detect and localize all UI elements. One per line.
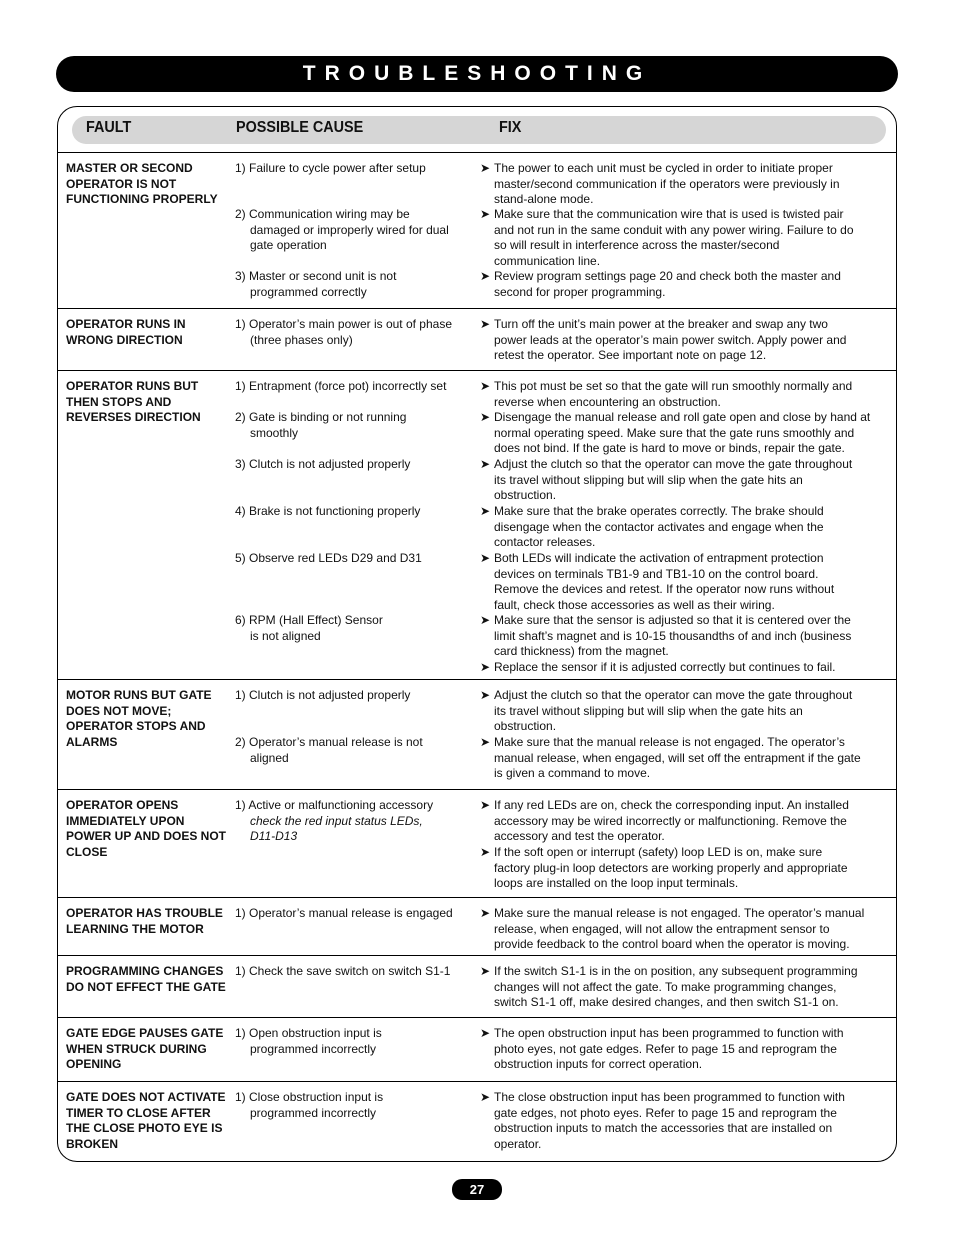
cause-line: (three phases only) (250, 332, 353, 347)
fault-cell (66, 906, 226, 937)
possible-cause (235, 613, 383, 644)
fix-line: switch S1-1 off, make desired changes, and then switch S1-1 on. (494, 995, 839, 1009)
arrow-bullet-icon: ➤ (480, 845, 491, 859)
possible-cause (235, 207, 449, 254)
fault-line: LEARNING THE MOTOR (66, 921, 204, 936)
fault-line: WRONG DIRECTION (66, 332, 183, 347)
possible-cause (235, 735, 423, 766)
fault-cell (66, 964, 226, 995)
fault-line: DO NOT EFFECT THE GATE (66, 979, 226, 994)
possible-cause (235, 379, 446, 395)
arrow-bullet-icon: ➤ (480, 207, 491, 221)
fix-line: limit shaft’s magnet and is 10-15 thousandths of and inch (business (494, 628, 852, 643)
table-row (58, 1017, 896, 1081)
header-fault: FAULT (86, 119, 132, 136)
possible-cause (235, 906, 453, 922)
cause-line: 1) Entrapment (force pot) incorrectly set (235, 379, 447, 393)
cause-line: 1) Clutch is not adjusted properly (235, 688, 411, 702)
cause-line: gate operation (250, 238, 327, 252)
fix-line: disengage when the contactor activates and engage when the (494, 519, 824, 534)
fix-line: Remove the devices and retest. If the operator now runs without (494, 582, 835, 596)
fix-line: Adjust the clutch so that the operator can move the gate throughout (494, 688, 853, 702)
fix-line: The power to each unit must be cycled in order to initiate proper (494, 161, 833, 175)
fix-item (480, 1026, 844, 1073)
fix-item (480, 964, 858, 1011)
fault-line: IMMEDIATELY UPON (66, 813, 185, 828)
fix-line: and not run in the same conduit with any power wiring. Failure to do (494, 222, 854, 237)
arrow-bullet-icon: ➤ (480, 964, 491, 978)
fix-line: obstruction. (494, 719, 557, 733)
fix-line: normal operating speed. Make sure that the gate runs smoothly and (494, 425, 855, 440)
fix-line: so will result in interference across the master/second (494, 238, 780, 252)
fix-line: communication line. (494, 253, 601, 268)
page-number (452, 1179, 502, 1200)
fault-line: OPERATOR RUNS BUT (66, 379, 199, 393)
fix-line: its travel without slipping but will slip when the gate hits an (494, 472, 803, 487)
fix-line: Disengage the manual release and roll gate open and close by hand at (494, 410, 871, 424)
cause-line: damaged or improperly wired for dual (250, 222, 449, 237)
fix-line: second for proper programming. (494, 284, 666, 299)
fix-line: This pot must be set so that the gate will run smoothly normally and (494, 379, 853, 393)
troubleshooting-table (57, 106, 897, 1162)
possible-cause (235, 457, 410, 473)
fix-line: devices on terminals TB1-9 and TB1-10 on the control board. (494, 566, 819, 581)
fix-line: Make sure that the communication wire that is used is twisted pair (494, 207, 844, 221)
fault-line: DOES NOT MOVE; (66, 703, 172, 718)
possible-cause (235, 688, 410, 704)
arrow-bullet-icon: ➤ (480, 504, 491, 518)
arrow-bullet-icon: ➤ (480, 798, 491, 812)
table-row (58, 955, 896, 1017)
fix-line: The close obstruction input has been programmed to function with (494, 1090, 845, 1104)
fix-line: power leads at the operator’s main power switch. Apply power and (494, 332, 847, 347)
fix-line: reverse when encountering an obstruction. (494, 394, 721, 409)
arrow-bullet-icon: ➤ (480, 1090, 491, 1104)
fault-line: GATE EDGE PAUSES GATE (66, 1026, 224, 1040)
possible-cause (235, 410, 406, 441)
fix-item (480, 457, 852, 504)
header-fix: FIX (499, 119, 522, 136)
fix-item (480, 660, 836, 676)
fix-item (480, 410, 870, 457)
cause-line: 1) Active or malfunctioning accessory (235, 798, 434, 812)
fault-line: OPERATOR IS NOT (66, 176, 177, 191)
fault-line: PROGRAMMING CHANGES (66, 964, 224, 978)
header-possible-cause: POSSIBLE CAUSE (236, 119, 364, 136)
page-number-text: 27 (469, 1182, 485, 1197)
possible-cause (235, 1026, 382, 1057)
fix-line: Review program settings page 20 and check both the master and (494, 269, 841, 283)
possible-cause (235, 964, 450, 980)
fix-item (480, 798, 849, 845)
fix-line: loops are installed on the loop input terminals. (494, 876, 739, 890)
fix-line: photo eyes, not gate edges. Refer to page 15 and reprogram the (494, 1041, 837, 1056)
table-row (58, 1081, 896, 1162)
table-row (58, 789, 896, 897)
possible-cause (235, 798, 433, 845)
fault-line: REVERSES DIRECTION (66, 410, 201, 424)
cause-line: is not aligned (250, 628, 321, 643)
arrow-bullet-icon: ➤ (480, 906, 491, 920)
fix-line: If the switch S1-1 is in the on position, any subsequent programming (494, 964, 858, 978)
fix-line: If the soft open or interrupt (safety) loop LED is on, make sure (494, 845, 823, 859)
fault-cell (66, 688, 226, 750)
cause-line: 5) Observe red LEDs D29 and D31 (235, 551, 422, 565)
fix-line: The open obstruction input has been programmed to function with (494, 1026, 844, 1040)
fix-item (480, 551, 834, 613)
header-bar (72, 116, 886, 144)
cause-line: programmed correctly (250, 284, 367, 299)
arrow-bullet-icon: ➤ (480, 660, 491, 674)
cause-line: 1) Operator’s main power is out of phase (235, 317, 453, 331)
fix-line: provide feedback to the control board when the operator is moving. (494, 937, 850, 951)
cause-line: 2) Communication wiring may be (235, 207, 410, 221)
fault-line: CLOSE (66, 844, 108, 859)
cause-line: programmed incorrectly (250, 1041, 377, 1056)
fix-item (480, 845, 848, 892)
fix-line: gate edges, not photo eyes. Refer to page 15 and reprogram the (494, 1105, 837, 1120)
fix-line: fault, check those accessories as well as their wiring. (494, 597, 775, 612)
cause-line: 2) Gate is binding or not running (235, 410, 407, 424)
arrow-bullet-icon: ➤ (480, 688, 491, 702)
possible-cause (235, 1090, 383, 1121)
fix-line: retest the operator. See important note on page 12. (494, 348, 767, 362)
possible-cause (235, 317, 452, 348)
fix-item (480, 504, 824, 551)
fix-line: Make sure the manual release is not engaged. The operator’s manual (494, 906, 865, 920)
fix-line: Make sure that the brake operates correctly. The brake should (494, 504, 824, 518)
fault-cell (66, 161, 226, 208)
arrow-bullet-icon: ➤ (480, 379, 491, 393)
arrow-bullet-icon: ➤ (480, 551, 491, 565)
fix-line: is given a command to move. (494, 766, 651, 780)
fix-line: its travel without slipping but will slip when the gate hits an (494, 703, 803, 718)
fix-line: master/second communication if the operators were previously in (494, 176, 840, 191)
fault-line: THE CLOSE PHOTO EYE IS (66, 1121, 223, 1135)
cause-line: 1) Check the save switch on switch S1-1 (235, 964, 451, 978)
fix-line: obstruction inputs to match the accessories that are installed on (494, 1121, 833, 1135)
fault-line: OPERATOR RUNS IN (66, 317, 186, 331)
possible-cause (235, 161, 426, 177)
fix-line: accessory and test the operator. (494, 829, 665, 843)
fault-line: TIMER TO CLOSE AFTER (66, 1105, 211, 1120)
arrow-bullet-icon: ➤ (480, 735, 491, 749)
cause-line: 1) Operator’s manual release is engaged (235, 906, 453, 920)
fix-line: card thickness) from the magnet. (494, 644, 669, 658)
fix-item (480, 688, 852, 735)
fault-line: OPERATOR HAS TROUBLE (66, 906, 223, 920)
fault-line: FUNCTIONING PROPERLY (66, 192, 218, 206)
fix-line: manual release, when engaged, will set off the entrapment if the gate (494, 750, 861, 765)
fault-cell (66, 1026, 226, 1073)
cause-line: 1) Failure to cycle power after setup (235, 161, 426, 175)
fault-line: OPERATOR OPENS (66, 798, 179, 812)
fix-item (480, 207, 854, 269)
fault-cell (66, 317, 226, 348)
fault-line: WHEN STRUCK DURING (66, 1041, 207, 1056)
cause-line: 3) Master or second unit is not (235, 269, 397, 283)
fix-line: If any red LEDs are on, check the corresponding input. An installed (494, 798, 849, 812)
fix-line: stand-alone mode. (494, 192, 594, 206)
fix-item (480, 906, 864, 953)
cause-line: aligned (250, 750, 289, 765)
cause-line: 3) Clutch is not adjusted properly (235, 457, 411, 471)
fix-line: Turn off the unit’s main power at the breaker and swap any two (494, 317, 828, 331)
fix-line: operator. (494, 1136, 542, 1151)
arrow-bullet-icon: ➤ (480, 161, 491, 175)
arrow-bullet-icon: ➤ (480, 457, 491, 471)
table-row (58, 152, 896, 308)
fix-item (480, 317, 846, 364)
fix-line: Make sure that the sensor is adjusted so that it is centered over the (494, 613, 851, 627)
fault-line: OPENING (66, 1057, 122, 1071)
fault-cell (66, 798, 226, 860)
fix-line: Make sure that the manual release is not engaged. The operator’s (494, 735, 845, 749)
fix-line: Replace the sensor if it is adjusted correctly but continues to fail. (494, 660, 836, 674)
fix-line: Adjust the clutch so that the operator can move the gate throughout (494, 457, 853, 471)
fault-line: MASTER OR SECOND (66, 161, 193, 175)
fix-item (480, 161, 840, 208)
fault-line: GATE DOES NOT ACTIVATE (66, 1090, 226, 1104)
fix-line: contactor releases. (494, 535, 596, 549)
possible-cause (235, 269, 396, 300)
fault-line: OPERATOR STOPS AND (66, 719, 206, 733)
possible-cause (235, 504, 420, 520)
fix-item (480, 613, 851, 660)
cause-line: 6) RPM (Hall Effect) Sensor (235, 613, 383, 627)
fix-item (480, 735, 861, 782)
fix-line: release, when engaged, will not allow the entrapment sensor to (494, 921, 830, 936)
fix-line: does not bind. If the gate is hard to move or binds, repair the gate. (494, 441, 845, 455)
fix-line: obstruction. (494, 488, 557, 502)
cause-line: smoothly (250, 425, 299, 440)
cause-line: 1) Close obstruction input is (235, 1090, 384, 1104)
table-row (58, 679, 896, 789)
cause-line: 4) Brake is not functioning properly (235, 504, 421, 518)
page-title: TROUBLESHOOTING (302, 62, 652, 85)
table-row (58, 897, 896, 955)
fault-line: THEN STOPS AND (66, 394, 172, 409)
table-row (58, 308, 896, 370)
fault-line: MOTOR RUNS BUT GATE (66, 688, 212, 702)
fault-line: POWER UP AND DOES NOT (66, 829, 227, 843)
fault-cell (66, 379, 226, 426)
arrow-bullet-icon: ➤ (480, 317, 491, 331)
fault-line: ALARMS (66, 734, 118, 749)
cause-line: D11-D13 (250, 829, 298, 843)
fix-line: changes will not affect the gate. To make programming changes, (494, 979, 837, 994)
fix-line: factory plug-in loop detectors are working properly and appropriate (494, 860, 848, 875)
arrow-bullet-icon: ➤ (480, 410, 491, 424)
arrow-bullet-icon: ➤ (480, 1026, 491, 1040)
cause-line: programmed incorrectly (250, 1105, 377, 1120)
fix-item (480, 1090, 845, 1152)
possible-cause (235, 551, 422, 567)
cause-line: 2) Operator’s manual release is not (235, 735, 423, 749)
arrow-bullet-icon: ➤ (480, 269, 491, 283)
table-row (58, 370, 896, 679)
fix-item (480, 269, 841, 300)
fix-line: obstruction inputs for correct operation. (494, 1057, 703, 1071)
fix-line: Both LEDs will indicate the activation of entrapment protection (494, 551, 824, 565)
cause-line: 1) Open obstruction input is (235, 1026, 382, 1040)
fix-line: accessory may be wired incorrectly or malfunctioning. Remove the (494, 813, 847, 828)
title-banner (56, 56, 898, 92)
fix-item (480, 379, 852, 410)
fault-cell (66, 1090, 226, 1152)
cause-line: check the red input status LEDs, (250, 813, 423, 828)
fault-line: BROKEN (66, 1136, 119, 1151)
arrow-bullet-icon: ➤ (480, 613, 491, 627)
